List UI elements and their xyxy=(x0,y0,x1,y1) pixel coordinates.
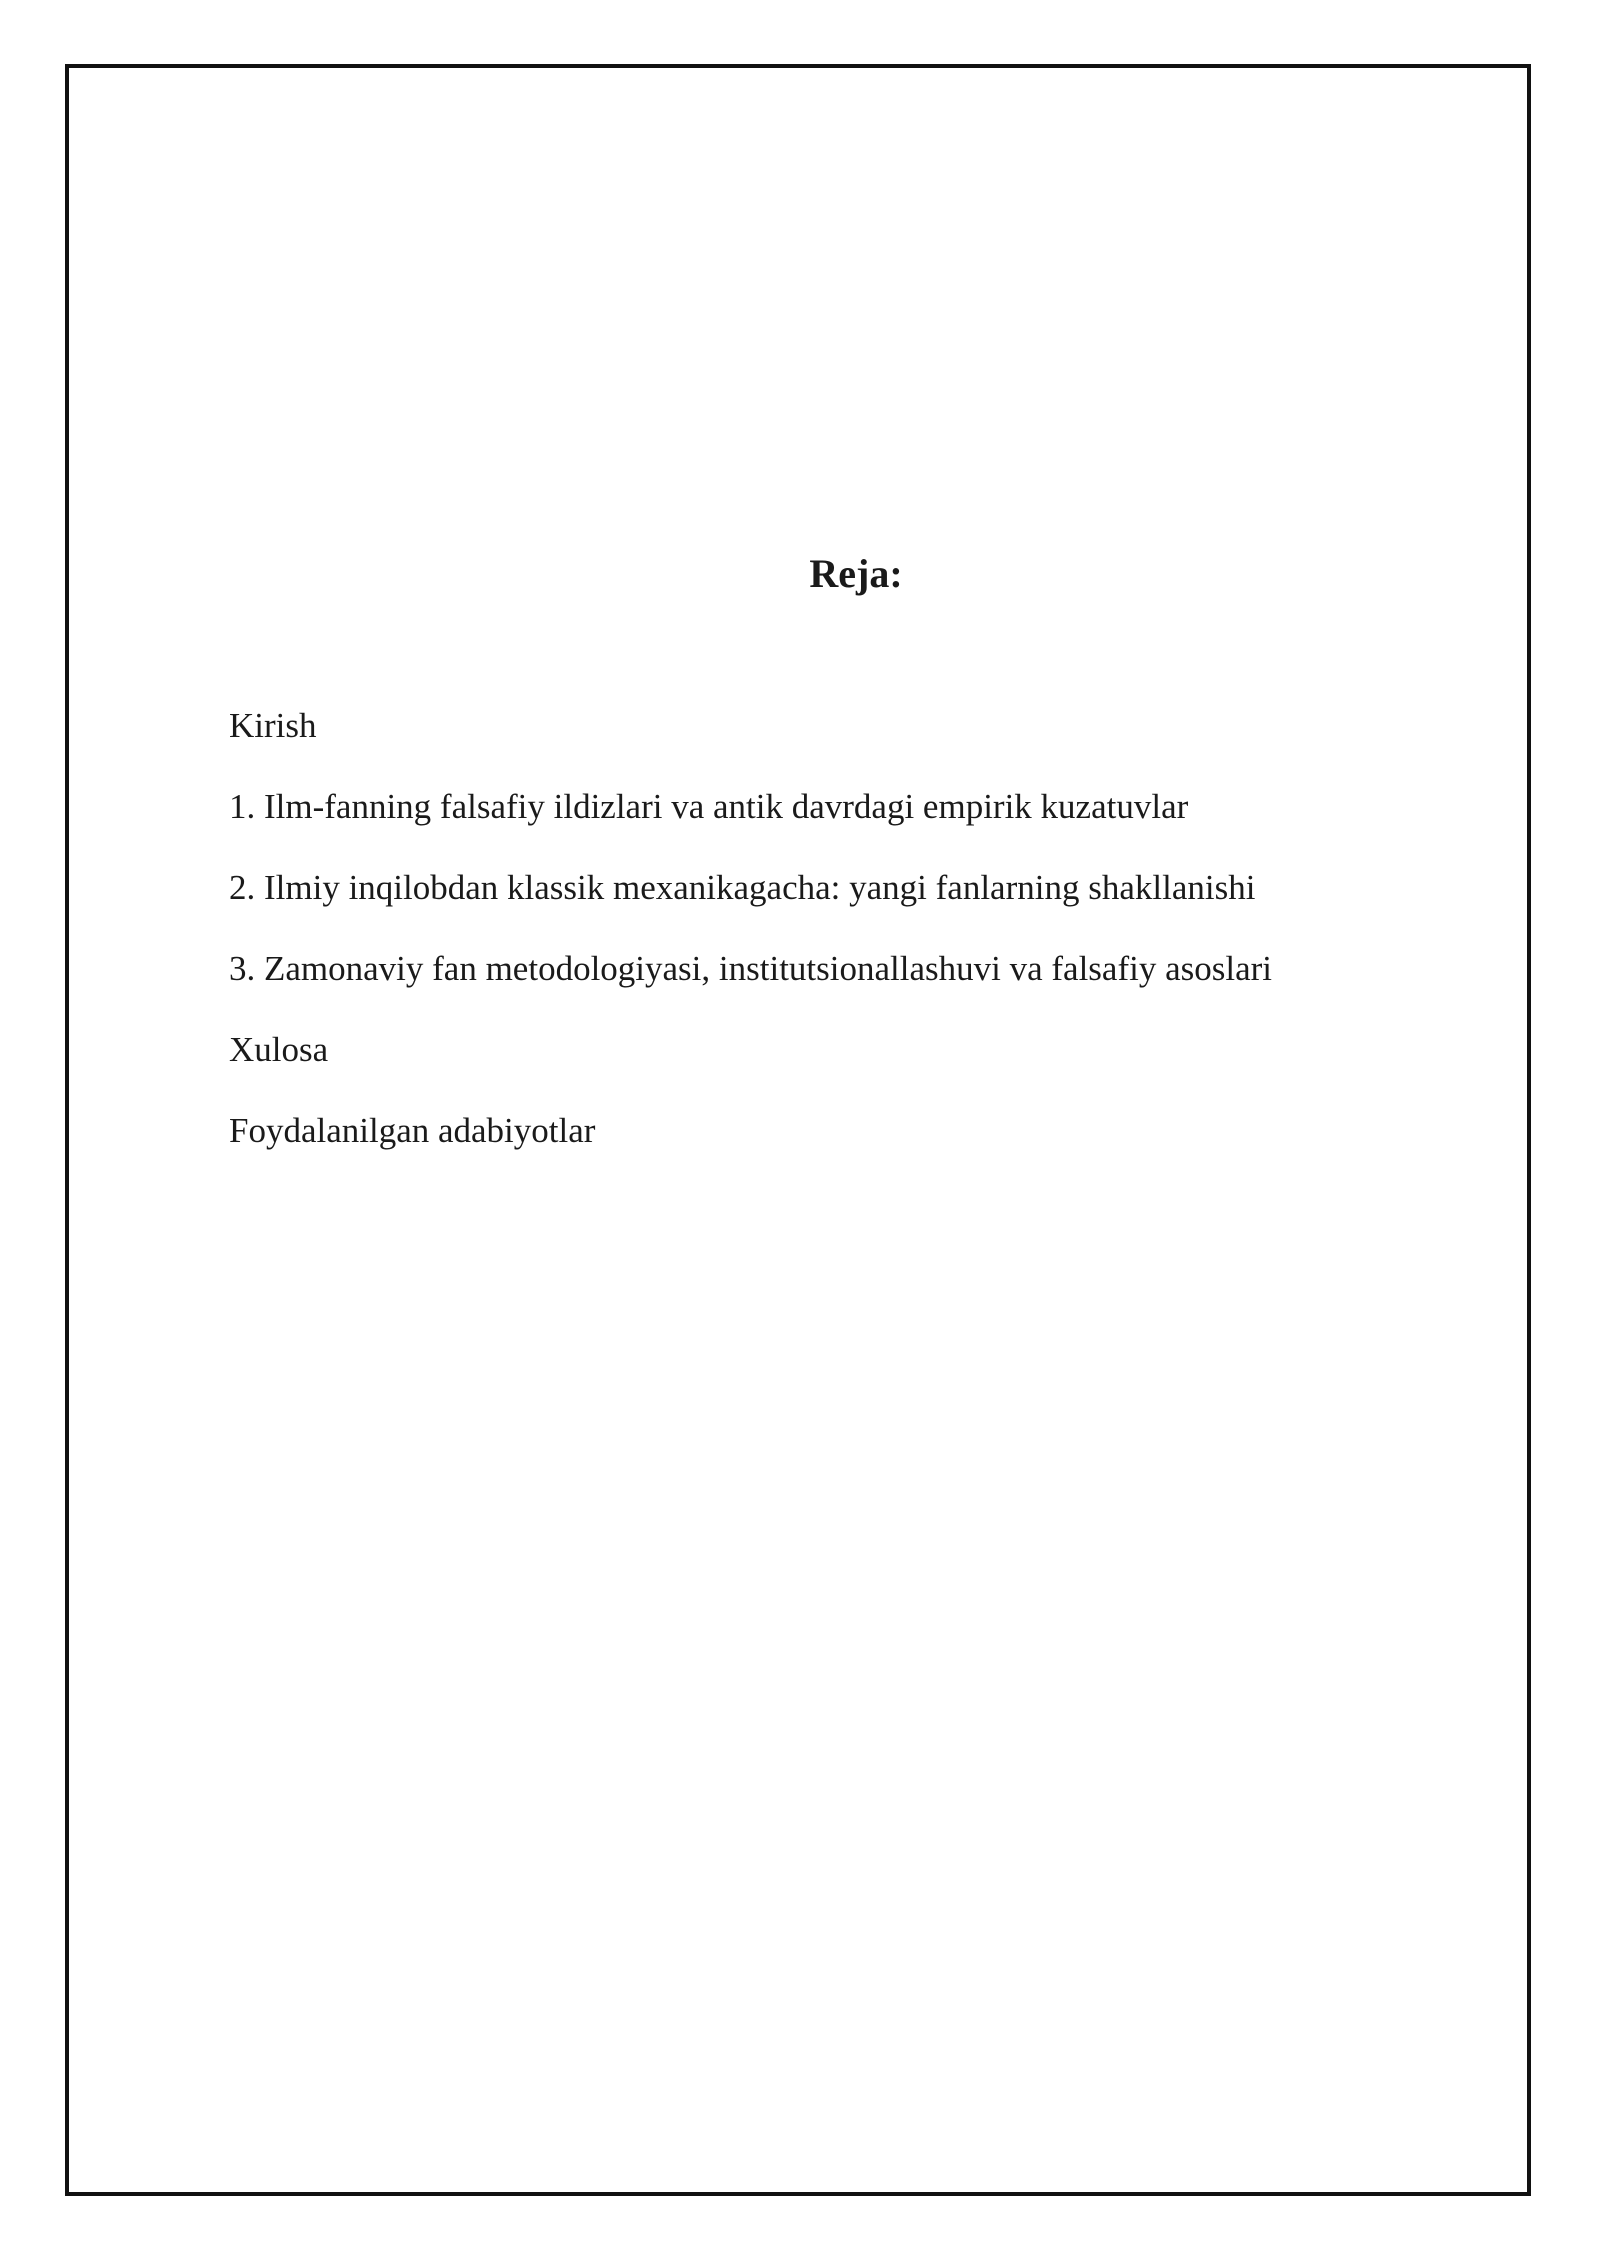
plan-item-introduction: Kirish xyxy=(229,706,317,745)
plan-item-references: Foydalanilgan adabiyotlar xyxy=(229,1111,596,1150)
plan-item-chapter-3: 3. Zamonaviy fan metodologiyasi, institutsionallashuvi va falsafiy asoslari xyxy=(229,949,1272,988)
plan-item-chapter-2: 2. Ilmiy inqilobdan klassik mexanikagacha: yangi fanlarning shakllanishi xyxy=(229,868,1256,907)
plan-item-chapter-1: 1. Ilm-fanning falsafiy ildizlari va antik davrdagi empirik kuzatuvlar xyxy=(229,787,1189,826)
plan-list xyxy=(229,698,1429,1184)
plan-item-conclusion: Xulosa xyxy=(229,1030,329,1069)
page-title: Reja: xyxy=(809,551,903,596)
